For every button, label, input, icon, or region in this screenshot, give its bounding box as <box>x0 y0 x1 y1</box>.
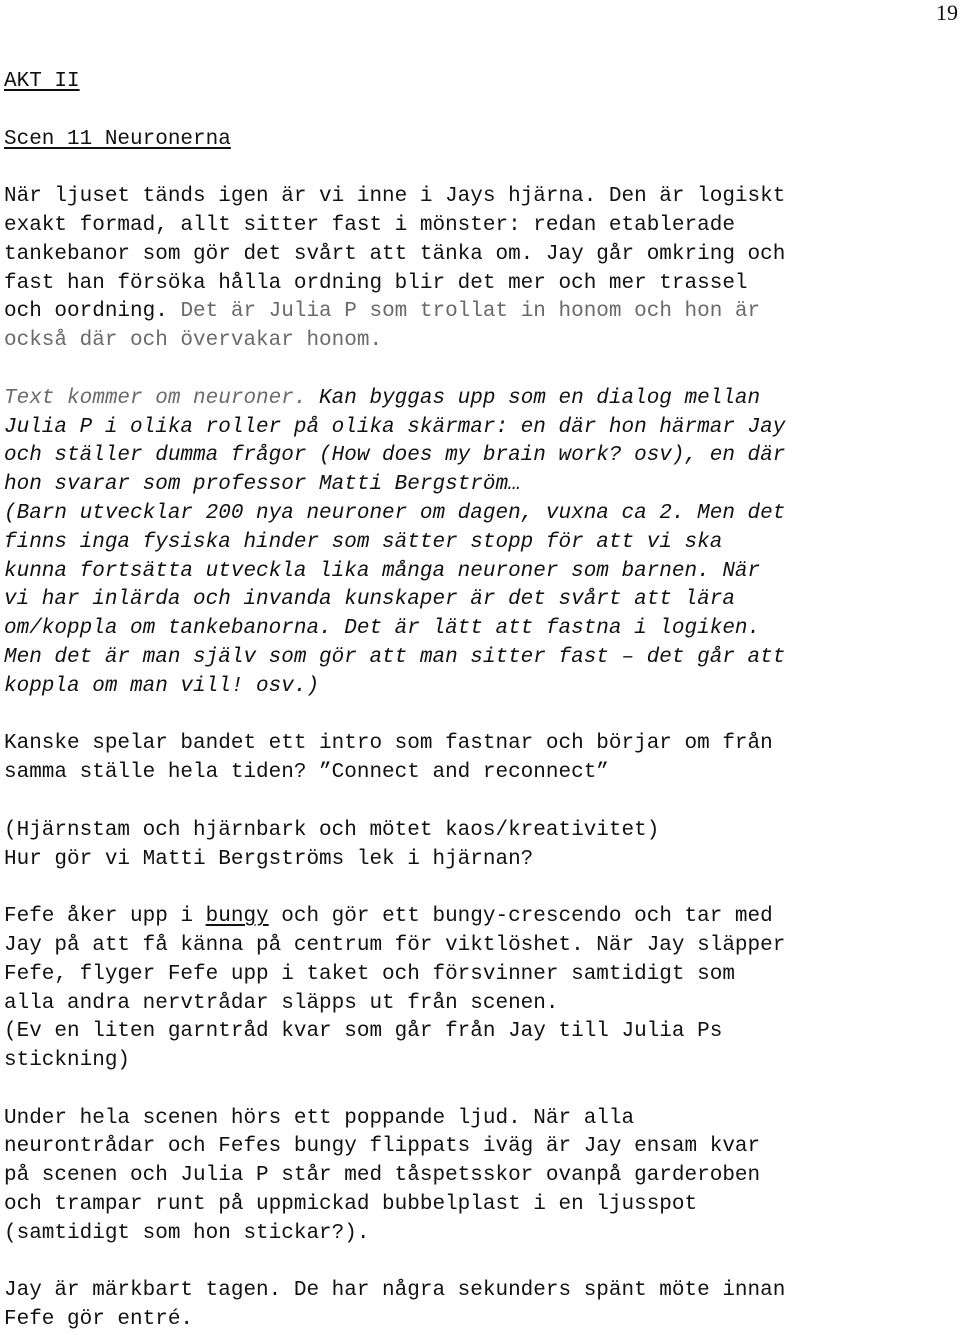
intro-line: När ljuset tänds igen är vi inne i Jays hjärna. Den är logiskt <box>4 185 786 209</box>
fefe-line: stickning) <box>4 1049 131 1073</box>
fefe-line-start: Fefe åker upp i <box>4 905 206 929</box>
notes-line-rest: Kan byggas upp som en dialog mellan <box>306 386 761 410</box>
fefe-line: alla andra nervtrådar släpps ut från scenen. <box>4 991 559 1015</box>
band-intro-line: Kanske spelar bandet ett intro som fastnar och börjar om från <box>4 732 773 756</box>
intro-line: fast han försöka hålla ordning blir det mer och mer trassel <box>4 271 748 295</box>
band-intro-line: samma ställe hela tiden? ”Connect and reconnect” <box>4 761 609 785</box>
closing-line: Fefe gör entré. <box>4 1308 194 1332</box>
notes-line: Men det är man själv som gör att man sitter fast – det går att <box>4 645 786 669</box>
sound-line: Under hela scenen hörs ett poppande ljud. När alla <box>4 1106 635 1130</box>
intro-gray-line: också där och övervakar honom. <box>4 329 383 353</box>
intro-gray-text: Det är Julia P som trollat in honom och hon är <box>180 300 761 324</box>
notes-paragraph <box>4 385 956 702</box>
brain-question-line: (Hjärnstam och hjärnbark och mötet kaos/kreativitet) <box>4 818 660 842</box>
closing-paragraph <box>4 1277 956 1335</box>
fefe-line: Jay på att få känna på centrum för viktlöshet. När Jay släpper <box>4 933 786 957</box>
fefe-line: Fefe, flyger Fefe upp i taket och försvinner samtidigt som <box>4 962 735 986</box>
intro-line: tankebanor som gör det svårt att tänka om. Jay går omkring och <box>4 242 786 266</box>
act-heading <box>4 68 956 97</box>
page-number: 19 <box>936 0 958 25</box>
script-body <box>4 68 956 1335</box>
bungy-link[interactable]: bungy <box>205 905 269 929</box>
sound-line: (samtidigt som hon stickar?). <box>4 1221 370 1245</box>
intro-line <box>4 298 956 327</box>
notes-line: koppla om man vill! osv.) <box>4 674 320 698</box>
act-heading-text: AKT II <box>4 70 80 93</box>
intro-line: exakt formad, allt sitter fast i mönster: redan etablerade <box>4 213 735 237</box>
sound-paragraph <box>4 1105 956 1249</box>
brain-question-line: Hur gör vi Matti Bergströms lek i hjärnan? <box>4 847 534 871</box>
notes-line: (Barn utvecklar 200 nya neuroner om dagen, vuxna ca 2. Men det <box>4 501 786 525</box>
fefe-line: (Ev en liten garntråd kvar som går från Jay till Julia Ps <box>4 1020 723 1044</box>
fefe-line <box>4 903 956 932</box>
fefe-line-rest: och gör ett bungy-crescendo och tar med <box>268 905 773 929</box>
notes-line <box>4 385 956 414</box>
sound-line: på scenen och Julia P står med tåspetsskor ovanpå garderoben <box>4 1164 761 1188</box>
notes-line: Julia P i olika roller på olika skärmar: en där hon härmar Jay <box>4 415 786 439</box>
notes-line: finns inga fysiska hinder som sätter stopp för att vi ska <box>4 530 723 554</box>
band-intro-paragraph <box>4 730 956 788</box>
fefe-paragraph <box>4 903 956 1076</box>
notes-gray-text: Text kommer om neuroner. <box>4 386 307 410</box>
notes-line: hon svarar som professor Matti Bergström… <box>4 473 521 497</box>
sound-line: neurontrådar och Fefes bungy flippats iväg är Jay ensam kvar <box>4 1135 761 1159</box>
intro-paragraph <box>4 183 956 356</box>
closing-line: Jay är märkbart tagen. De har några sekunders spänt möte innan <box>4 1279 786 1303</box>
notes-line: och ställer dumma frågor (How does my brain work? osv), en där <box>4 444 786 468</box>
intro-line-start: och oordning. <box>4 300 168 324</box>
brain-question-paragraph <box>4 817 956 875</box>
notes-line: vi har inlärda och invanda kunskaper är det svårt att lära <box>4 588 735 612</box>
notes-line: kunna fortsätta utveckla lika många neuroner som barnen. När <box>4 559 761 583</box>
scene-heading-text: Scen 11 Neuronerna <box>4 127 231 151</box>
sound-line: och trampar runt på uppmickad bubbelplast i en ljusspot <box>4 1193 698 1217</box>
notes-line: om/koppla om tankebanorna. Det är lätt att fastna i logiken. <box>4 617 761 641</box>
scene-heading <box>4 126 956 155</box>
